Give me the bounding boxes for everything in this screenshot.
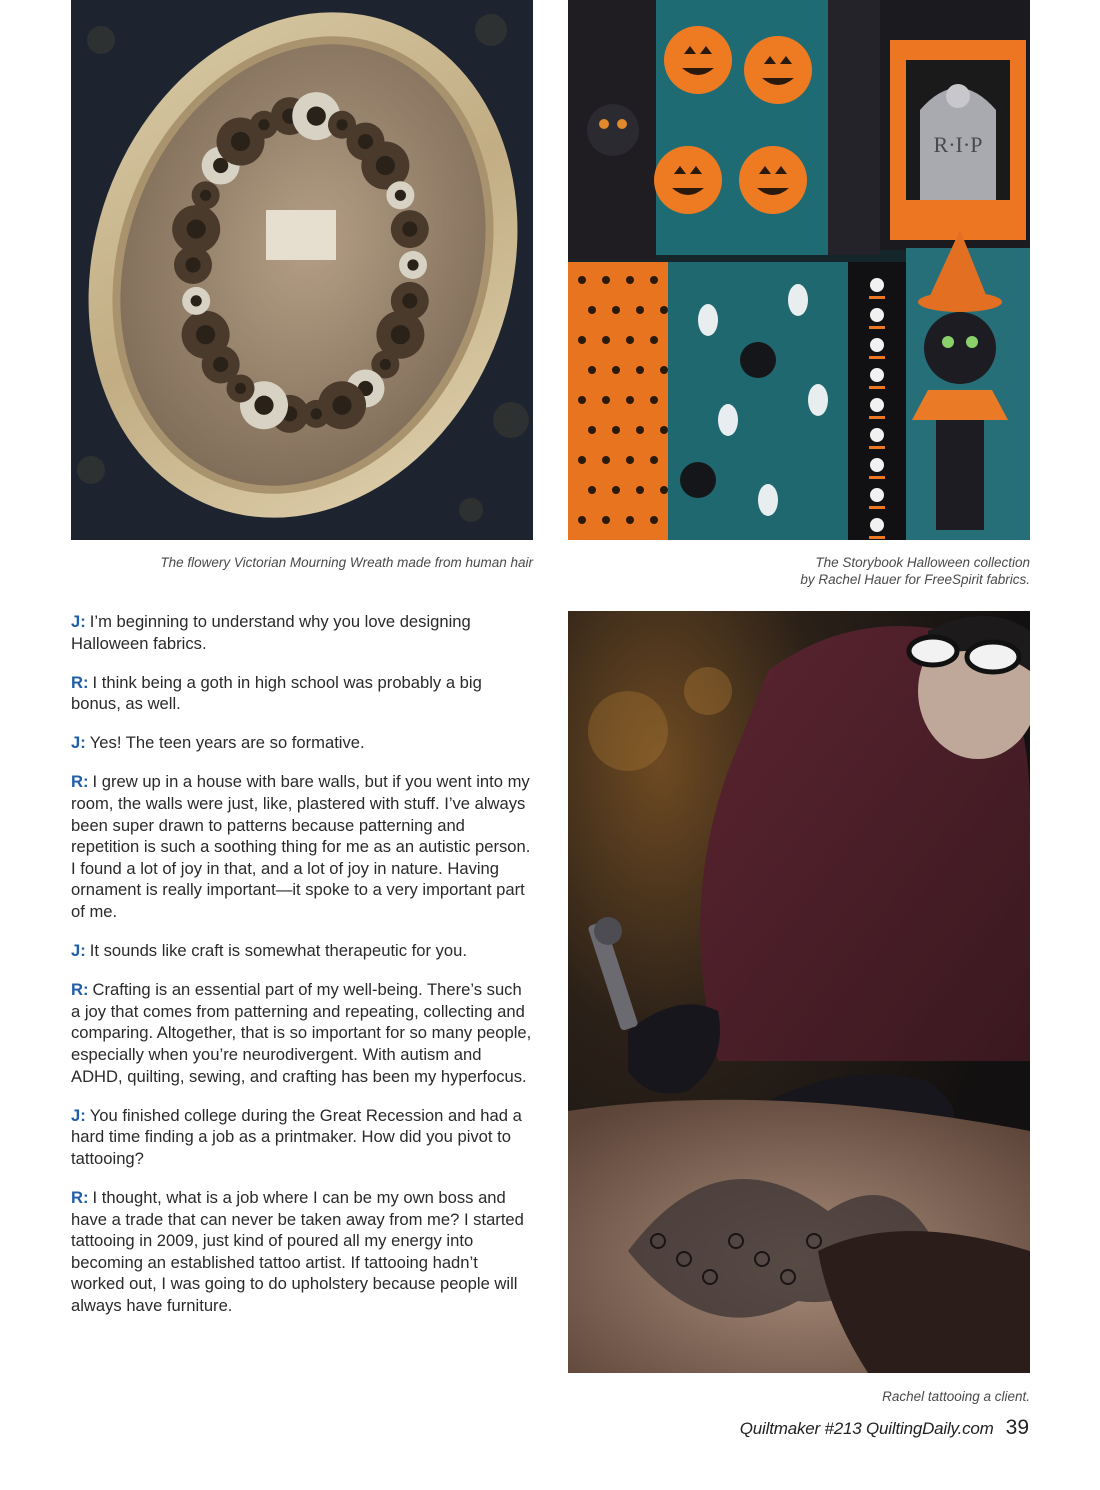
fabrics-caption [568, 554, 1030, 588]
page-footer [740, 1416, 1029, 1440]
tattoo-photo [568, 611, 1030, 1373]
ghost [808, 384, 828, 416]
skull [870, 518, 884, 532]
fabrics-illustration [568, 0, 1030, 540]
qa-text: Crafting is an essential part of my well-being. There’s such a joy that comes from patterning and repeating, collecting and comparing. Altogether, that is so important for so many people, especially when you’re neurodivergent. With autism and ADHD, quilting, sewing, and crafting has been my hyperfocus. [71, 980, 532, 1086]
qa-paragraph-2 [71, 672, 533, 715]
skull [870, 308, 884, 322]
fabrics-caption-line-2: by Rachel Hauer for FreeSpirit fabrics. [800, 572, 1030, 587]
ghost [718, 404, 738, 436]
ghost [788, 284, 808, 316]
wreath-illustration [71, 0, 533, 540]
qa-text: I thought, what is a job where I can be my own boss and have a trade that can never be taken away from me? I started tattooing in 2009, just kind of poured all my energy into becoming an established tattoo artist. If tattooing hadn’t worked out, I was going to do upholstery because people will always have furniture. [71, 1187, 524, 1315]
pumpkin [654, 146, 722, 214]
speaker-label: R: [71, 672, 89, 692]
wreath-urn [266, 210, 336, 260]
page-number: 39 [1005, 1416, 1029, 1439]
qa-text: You finished college during the Great Recession and had a hard time finding a job as a printmaker. How did you pivot to tattooing? [71, 1105, 522, 1168]
qa-text: Yes! The teen years are so formative. [89, 733, 365, 753]
skull [870, 278, 884, 292]
speaker-label: R: [71, 980, 89, 1000]
ghost [758, 484, 778, 516]
skull [870, 458, 884, 472]
qa-paragraph-7 [71, 1105, 533, 1170]
qa-paragraph-3 [71, 732, 533, 754]
article-body [71, 611, 533, 1334]
qa-text: I think being a goth in high school was probably a big bonus, as well. [71, 672, 482, 714]
speaker-label: J: [71, 612, 86, 631]
qa-text: I grew up in a house with bare walls, but if you went into my room, the walls were just, like, plastered with stuff. I’ve always been super drawn to patterns because patterning and repetition is such a soothing thing for me as an autistic person. I found a lot of joy in that, and a lot of joy in nature. Having ornament is really important—it spoke to a very important part of me. [71, 772, 531, 922]
wreath-photo [71, 0, 533, 540]
speaker-label: J: [71, 1105, 86, 1125]
qa-paragraph-4 [71, 771, 533, 922]
speaker-label: R: [71, 772, 89, 792]
fabrics-photo [568, 0, 1030, 540]
wreath-caption: The flowery Victorian Mourning Wreath made from human hair [160, 555, 533, 570]
qa-paragraph-5 [71, 940, 533, 962]
tattoo-caption: Rachel tattooing a client. [882, 1389, 1030, 1404]
qa-paragraph-8 [71, 1187, 533, 1317]
witch [740, 342, 776, 378]
speaker-label: J: [71, 941, 86, 961]
pumpkin [739, 146, 807, 214]
skull [870, 428, 884, 442]
pumpkin [744, 36, 812, 104]
witch [680, 462, 716, 498]
pumpkin [664, 26, 732, 94]
qa-paragraph-6 [71, 979, 533, 1087]
qa-paragraph-1 [71, 611, 533, 654]
skull [870, 398, 884, 412]
qa-text: It sounds like craft is somewhat therapeutic for you. [89, 941, 467, 961]
tattoo-illustration [568, 611, 1030, 1373]
tombstone-text: R·I·P [933, 132, 983, 157]
skull [870, 368, 884, 382]
qa-text: I’m beginning to understand why you love designing Halloween fabrics. [71, 612, 471, 653]
fabrics-caption-line-1: The Storybook Halloween collection [815, 555, 1030, 570]
ghost [698, 304, 718, 336]
skull [870, 338, 884, 352]
speaker-label: R: [71, 1187, 89, 1207]
publication-credit: Quiltmaker #213 QuiltingDaily.com [739, 1419, 994, 1438]
skull [870, 488, 884, 502]
speaker-label: J: [71, 733, 86, 753]
